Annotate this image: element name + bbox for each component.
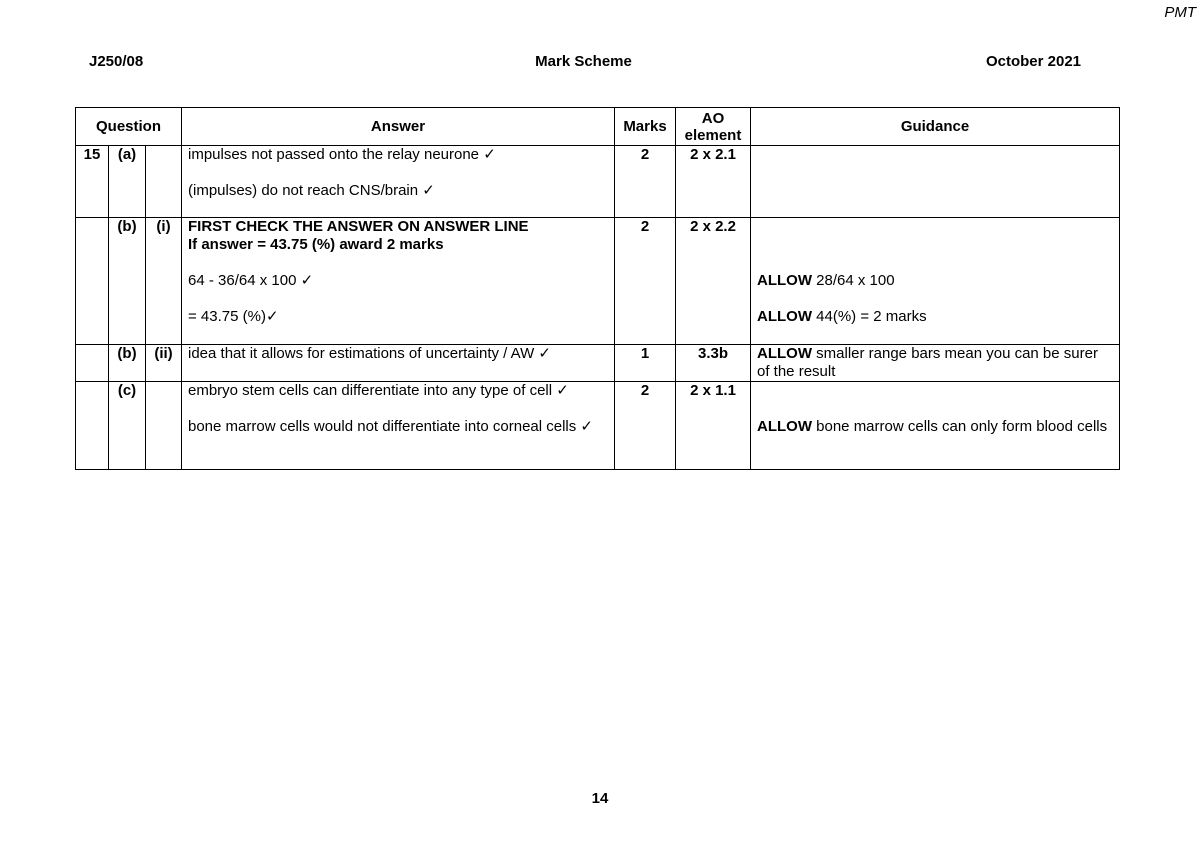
exam-date: October 2021: [985, 53, 1081, 70]
guidance-text: 28/64 x 100: [811, 272, 895, 289]
answer-cell: [182, 345, 615, 382]
question-number: [76, 382, 109, 470]
marks-cell: 2: [615, 382, 676, 470]
question-part: (a): [109, 146, 146, 218]
ao-element-header: [676, 108, 751, 146]
question-subpart: (i): [146, 218, 182, 345]
answer-cell: [182, 218, 615, 345]
answer-instruction: FIRST CHECK THE ANSWER ON ANSWER LINE: [188, 218, 529, 235]
ao-cell: 2 x 2.2: [676, 218, 751, 345]
question-number: 15: [76, 146, 109, 218]
guidance-cell: [751, 146, 1120, 218]
table-header-row: [76, 108, 1120, 146]
table-row: [76, 218, 1120, 345]
ao-cell: 3.3b: [676, 345, 751, 382]
ao-header-line2: element: [684, 126, 742, 144]
corner-label: PMT: [1164, 4, 1196, 21]
answer-cell: [182, 146, 615, 218]
mark-scheme-table: [75, 107, 1120, 470]
table-row: [76, 382, 1120, 470]
question-subpart: [146, 382, 182, 470]
guidance-text: bone marrow cells can only form blood cells: [811, 418, 1108, 435]
answer-line: 64 - 36/64 x 100 ✓: [188, 272, 314, 289]
question-subpart: [146, 146, 182, 218]
question-number: [76, 345, 109, 382]
question-part: (b): [109, 345, 146, 382]
marks-cell: 2: [615, 146, 676, 218]
answer-cell: [182, 382, 615, 470]
question-header: Question: [76, 108, 182, 146]
answer-instruction: If answer = 43.75 (%) award 2 marks: [188, 236, 444, 253]
ao-cell: 2 x 1.1: [676, 382, 751, 470]
question-part: (c): [109, 382, 146, 470]
marks-cell: 1: [615, 345, 676, 382]
answer-line: idea that it allows for estimations of uncertainty / AW ✓: [188, 345, 552, 362]
guidance-header: Guidance: [751, 108, 1120, 146]
question-subpart: (ii): [146, 345, 182, 382]
answer-line: (impulses) do not reach CNS/brain ✓: [188, 182, 435, 199]
page-number: 14: [591, 790, 609, 807]
guidance-cell: [751, 218, 1120, 345]
answer-header: Answer: [182, 108, 615, 146]
document-title: Mark Scheme: [535, 53, 632, 70]
guidance-cell: [751, 345, 1120, 382]
allow-keyword: ALLOW: [757, 345, 812, 362]
allow-keyword: ALLOW: [757, 272, 812, 289]
answer-line: bone marrow cells would not differentiate into corneal cells ✓: [188, 418, 593, 435]
allow-keyword: ALLOW: [757, 418, 812, 435]
ao-header-line1: AO: [701, 109, 725, 127]
marks-cell: 2: [615, 218, 676, 345]
guidance-cell: [751, 382, 1120, 470]
table-row: [76, 345, 1120, 382]
question-number: [76, 218, 109, 345]
answer-line: embryo stem cells can differentiate into any type of cell ✓: [188, 382, 569, 399]
guidance-text: 44(%) = 2 marks: [811, 308, 927, 325]
guidance-text: smaller range bars mean you can be surer of the result: [757, 345, 1098, 380]
answer-line: impulses not passed onto the relay neurone ✓: [188, 146, 496, 163]
ao-cell: 2 x 2.1: [676, 146, 751, 218]
question-part: (b): [109, 218, 146, 345]
paper-code: J250/08: [89, 53, 144, 70]
marks-header: Marks: [615, 108, 676, 146]
answer-line: = 43.75 (%)✓: [188, 308, 279, 325]
table-row: [76, 146, 1120, 218]
allow-keyword: ALLOW: [757, 308, 812, 325]
